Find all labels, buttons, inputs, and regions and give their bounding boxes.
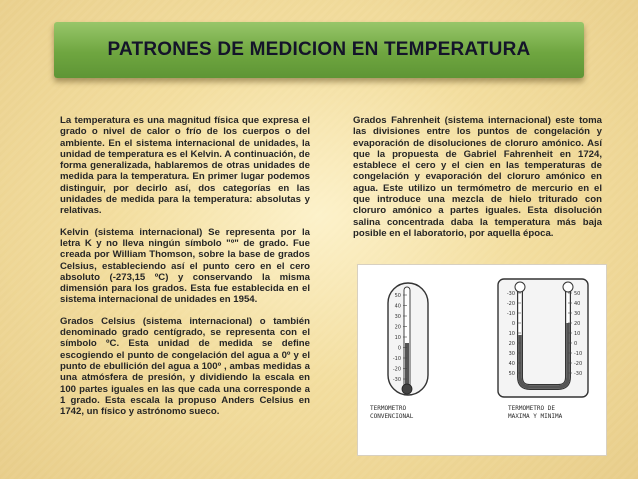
thermometer-2-right-scale-label: -10: [574, 351, 583, 357]
thermometer-1-scale-label: 40: [394, 303, 401, 310]
thermometer-2-left-scale-label: 10: [508, 331, 515, 337]
thermometer-2-left-scale-label: 0: [511, 321, 515, 327]
thermometer-2-left-scale-label: 20: [508, 341, 515, 347]
celsius-paragraph: Grados Celsius (sistema internacional) o también denominado grado centígrado, se representa con el símbolo ºC. Esta unidad de medida se define escogiendo el punto de congelación del agua a 0º y el punto de ebullición del agua a 100º , ambas medidas a una atmósfera de presión, y dividiendo la escala en 100 partes iguales en las que cada una corresponde a 1 grado. Esta escala la propuso Anders Celsius en 1742, un físico y astrónomo sueco.: [60, 315, 310, 418]
caption-thermometer-1-line2: CONVENCIONAL: [370, 413, 414, 420]
thermometer-2-right-scale-label: 50: [574, 291, 581, 297]
thermometer-1-bulb: [402, 384, 412, 394]
thermometer-1-scale-label: -20: [392, 366, 401, 373]
thermometers-drawing: [358, 265, 606, 455]
max-min-thermometer: [498, 279, 588, 397]
caption-thermometer-2-line2: MAXIMA Y MINIMA: [508, 413, 563, 420]
fahrenheit-paragraph: Grados Fahrenheit (sistema internacional) este toma las divisiones entre los puntos de congelación y evaporación de disoluciones de cloruro amónico. Así que la propuesta de Gabriel Fahrenheit en 1724, establece el cero y el cien en las temperaturas de congelación y evaporación del cloruro amónico en agua. Este utilizo un termómetro de mercurio en el que introduce una mezcla de hielo triturado con cloruro amónico a partes iguales. Esta disolución salina concentrada daba la temperatura más baja posible en el laboratorio, por aquella época.: [353, 115, 602, 239]
left-text-column: [60, 115, 310, 427]
title-banner: [54, 22, 584, 78]
thermometer-1-scale-label: 30: [394, 314, 401, 320]
thermometer-2-right-scale-label: 0: [574, 341, 578, 347]
thermometer-2-left-bulb: [515, 282, 525, 292]
thermometer-2-right-scale-label: -20: [574, 361, 583, 367]
thermometers-figure: [358, 265, 606, 455]
thermometer-2-right-bulb: [563, 282, 573, 292]
thermometer-2-right-scale-label: 10: [574, 331, 581, 337]
right-text-column: [353, 115, 602, 249]
thermometer-1-scale-label: 10: [394, 335, 401, 341]
kelvin-paragraph: Kelvin (sistema internacional) Se representa por la letra K y no lleva ningún símbolo "º" de grado. Fue creada por William Thomson, sobre la base de grados Celsius, estableciendo así el punto cero en el cero absoluto (-273,15 ºC) y conservando la misma dimensión para los grados. Esta fue establecida en el sistema internacional de unidades en 1954.: [60, 226, 310, 306]
thermometer-2-left-scale-label: -10: [506, 311, 515, 317]
thermometer-1-scale-label: -30: [392, 377, 401, 383]
thermometer-2-left-scale-label: 40: [508, 361, 515, 367]
thermometer-2-right-scale-label: -30: [574, 371, 583, 377]
intro-paragraph: La temperatura es una magnitud física que expresa el grado o nivel de calor o frío de los cuerpos o del ambiente. En el sistema internacional de unidades, la unidad de temperatura es el Kelvin. A continuación, de forma generalizada, hablaremos de otras unidades de medida para la temperatura. En primer lugar podemos distinguir, por decirlo así, dos categorías en las unidades de medida para la temperatura: absolutas y relativas.: [60, 115, 310, 217]
caption-thermometer-1-line1: TERMOMETRO: [370, 405, 407, 412]
caption-thermometer-2-line1: TERMOMETRO DE: [508, 405, 555, 412]
conventional-thermometer: [388, 283, 428, 395]
thermometer-2-left-scale-label: 50: [508, 371, 515, 377]
thermometer-2-left-scale-label: 30: [508, 351, 515, 357]
thermometer-2-left-scale-label: -30: [506, 291, 515, 297]
slide-title: PATRONES DE MEDICION EN TEMPERATURA: [107, 39, 531, 60]
thermometer-1-scale-label: 0: [397, 345, 401, 352]
thermometer-1-scale-label: 20: [394, 324, 401, 331]
thermometer-1-mercury: [405, 343, 409, 389]
thermometer-2-right-scale-label: 40: [574, 301, 581, 307]
thermometer-1-scale-label: 50: [394, 293, 401, 299]
thermometer-2-right-scale-label: 30: [574, 311, 581, 317]
thermometer-2-left-scale-label: -20: [506, 301, 515, 307]
thermometer-2-right-scale-label: 20: [574, 321, 581, 327]
thermometer-1-scale-label: -10: [392, 356, 401, 362]
